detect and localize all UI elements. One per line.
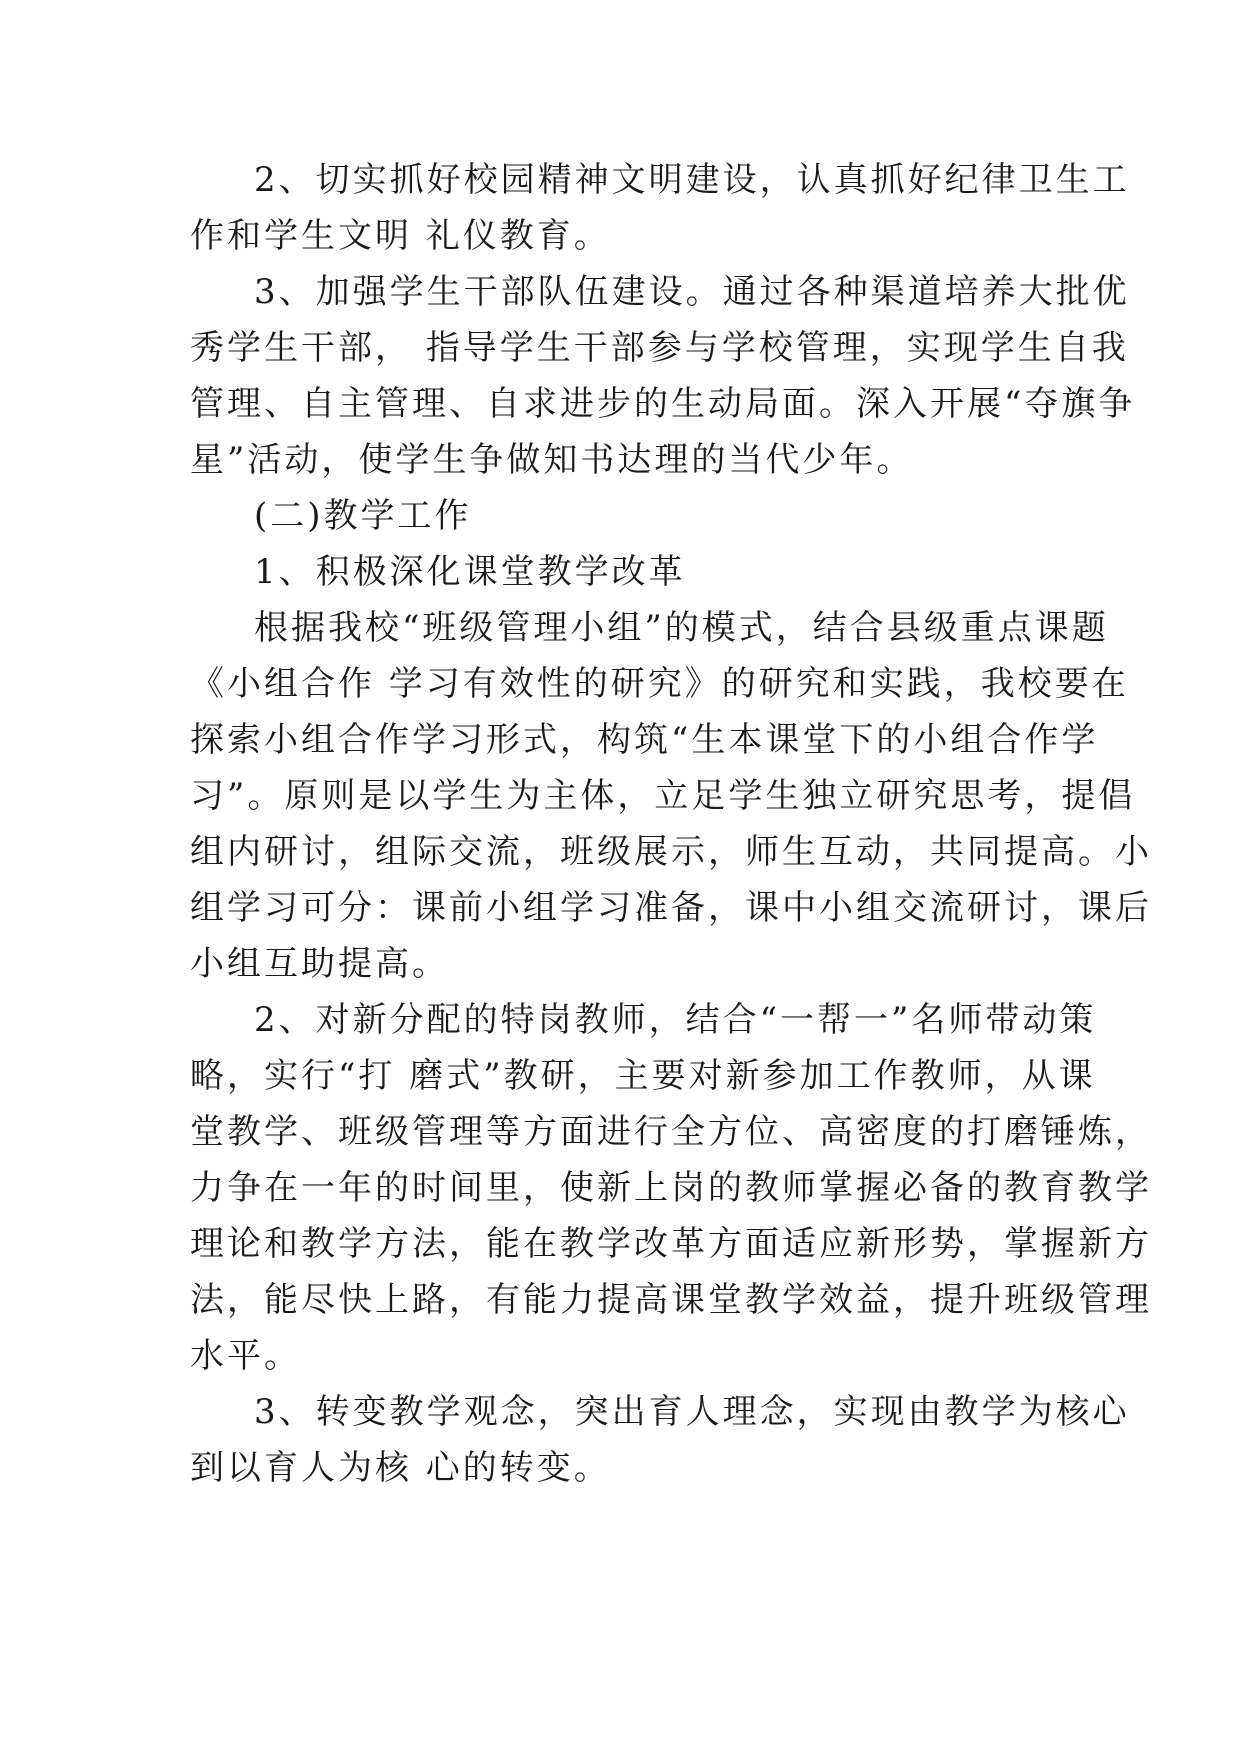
paragraph-line: 堂教学、班级管理等方面进行全方位、高密度的打磨锤炼， <box>190 1112 1152 1152</box>
paragraph-line: 力争在一年的时间里，使新上岗的教师掌握必备的教育教学 <box>190 1168 1152 1208</box>
paragraph-line: 法，能尽快上路，有能力提高课堂教学效益，提升班级管理 <box>190 1280 1152 1320</box>
paragraph-line: 星”活动，使学生争做知书达理的当代少年。 <box>190 440 914 480</box>
paragraph-line: 探索小组合作学习形式，构筑“生本课堂下的小组合作学 <box>190 720 1099 760</box>
paragraph-line: 2、对新分配的特岗教师，结合“一帮一”名师带动策 <box>254 1000 1097 1040</box>
paragraph-line: 到以育人为核 心的转变。 <box>190 1448 611 1488</box>
paragraph-line: 2、切实抓好校园精神文明建设，认真抓好纪律卫生工 <box>254 160 1130 200</box>
paragraph-line: 秀学生干部， 指导学生干部参与学校管理，实现学生自我 <box>190 328 1129 368</box>
paragraph-line: 作和学生文明 礼仪教育。 <box>190 216 611 256</box>
paragraph-line: 略，实行“打 磨式”教研，主要对新参加工作教师，从课 <box>190 1056 1096 1096</box>
paragraph-line: 3、加强学生干部队伍建设。通过各种渠道培养大批优 <box>254 272 1130 312</box>
paragraph-line: 根据我校“班级管理小组”的模式，结合县级重点课题 <box>254 608 1109 648</box>
paragraph-line: 管理、自主管理、自求进步的生动局面。深入开展“夺旗争 <box>190 384 1136 424</box>
paragraph-line: 小组互助提高。 <box>190 944 449 984</box>
paragraph-line: 组内研讨，组际交流，班级展示，师生互动，共同提高。小 <box>190 832 1152 872</box>
paragraph-line: 《小组合作 学习有效性的研究》的研究和实践，我校要在 <box>190 664 1129 704</box>
paragraph-line: 3、转变教学观念，突出育人理念，实现由教学为核心 <box>254 1392 1130 1432</box>
subsection-heading: 1、积极深化课堂教学改革 <box>254 552 686 592</box>
paragraph-line: 水平。 <box>190 1336 301 1376</box>
section-heading: (二)教学工作 <box>254 496 472 536</box>
paragraph-line: 组学习可分：课前小组学习准备，课中小组交流研讨，课后 <box>190 888 1152 928</box>
paragraph-line: 习”。原则是以学生为主体，立足学生独立研究思考，提倡 <box>190 776 1136 816</box>
paragraph-line: 理论和教学方法，能在教学改革方面适应新形势，掌握新方 <box>190 1224 1152 1264</box>
